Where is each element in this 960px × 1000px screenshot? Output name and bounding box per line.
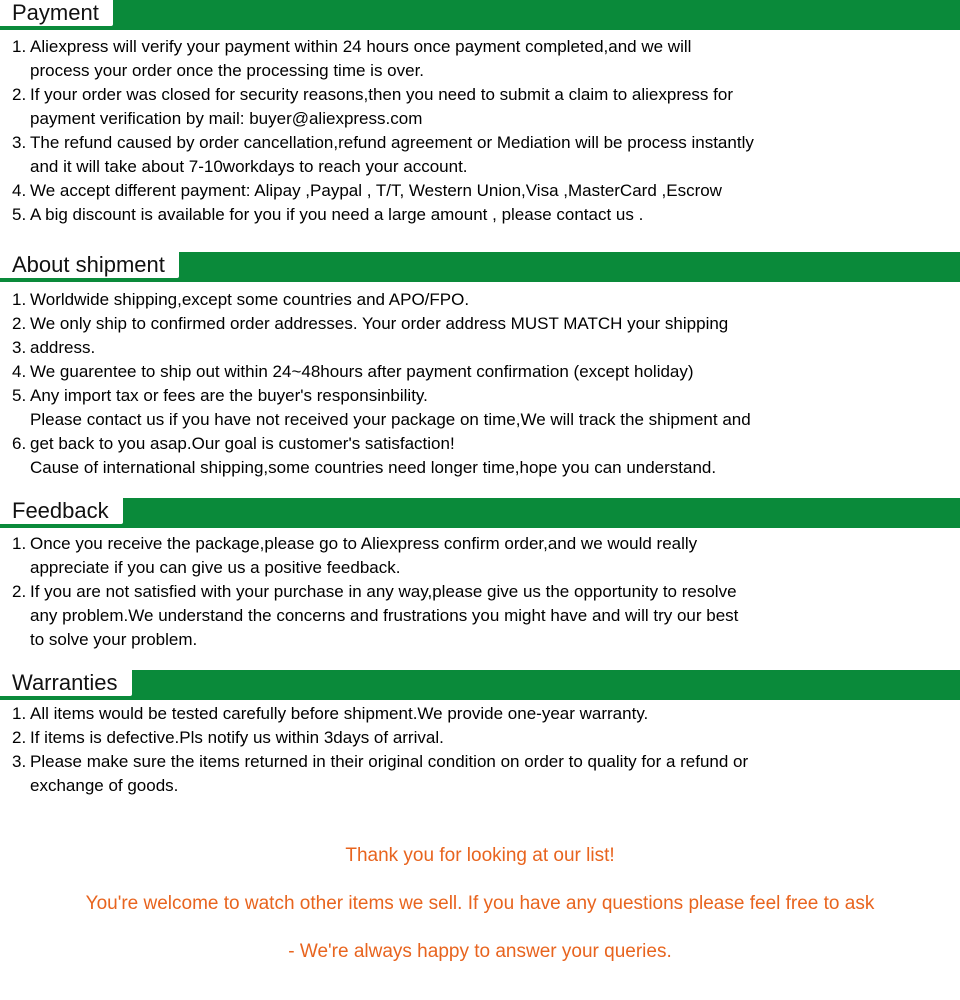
warranties-list bbox=[0, 702, 960, 798]
list-item bbox=[0, 750, 960, 798]
item-number: 4. bbox=[12, 362, 27, 381]
item-number: 1. bbox=[12, 534, 27, 553]
list-item bbox=[0, 580, 960, 652]
list-item bbox=[0, 360, 960, 384]
item-number: 6. bbox=[12, 434, 27, 453]
shipment-list bbox=[0, 288, 960, 480]
item-number: 5. bbox=[12, 386, 27, 405]
list-item bbox=[0, 336, 960, 360]
item-text: We accept different payment: Alipay ,Paypal , T/T, Western Union,Visa ,MasterCard ,Escrow bbox=[30, 181, 722, 200]
item-text: and it will take about 7-10workdays to reach your account. bbox=[30, 157, 468, 176]
list-item bbox=[0, 432, 960, 480]
list-item bbox=[0, 179, 960, 203]
item-number: 4. bbox=[12, 181, 27, 200]
section-header-warranties bbox=[0, 670, 960, 700]
list-item bbox=[0, 131, 960, 179]
item-number: 2. bbox=[12, 582, 27, 601]
section-title: Warranties bbox=[0, 670, 132, 696]
feedback-list bbox=[0, 532, 960, 652]
item-text: exchange of goods. bbox=[30, 776, 179, 795]
section-title: About shipment bbox=[0, 252, 179, 278]
item-text: get back to you asap.Our goal is customer's satisfaction! bbox=[30, 434, 455, 453]
thanks-message: Thank you for looking at our list! bbox=[345, 845, 615, 866]
list-item bbox=[0, 312, 960, 336]
section-header-feedback bbox=[0, 498, 960, 528]
section-header-shipment bbox=[0, 252, 960, 282]
thanks-closing: - We're always happy to answer your queries. bbox=[288, 941, 672, 962]
item-text: process your order once the processing time is over. bbox=[30, 61, 425, 80]
item-text: Worldwide shipping,except some countries and APO/FPO. bbox=[30, 290, 470, 309]
item-text: address. bbox=[30, 338, 96, 357]
list-item bbox=[0, 35, 960, 83]
item-text: appreciate if you can give us a positive feedback. bbox=[30, 558, 401, 577]
payment-list bbox=[0, 35, 960, 227]
list-item bbox=[0, 203, 960, 227]
item-text: If your order was closed for security reasons,then you need to submit a claim to aliexpress for bbox=[30, 85, 733, 104]
item-number: 2. bbox=[12, 314, 27, 333]
item-number: 2. bbox=[12, 85, 27, 104]
section-title: Payment bbox=[0, 0, 113, 26]
section-title: Feedback bbox=[0, 498, 123, 524]
item-number: 1. bbox=[12, 290, 27, 309]
item-number: 3. bbox=[12, 752, 27, 771]
list-item bbox=[0, 532, 960, 580]
item-text: We guarentee to ship out within 24~48hours after payment confirmation (except holiday) bbox=[30, 362, 694, 381]
item-text: Cause of international shipping,some countries need longer time,hope you can understand. bbox=[30, 458, 717, 477]
item-text: If items is defective.Pls notify us within 3days of arrival. bbox=[30, 728, 444, 747]
item-number: 2. bbox=[12, 728, 27, 747]
item-number: 3. bbox=[12, 133, 27, 152]
item-text: any problem.We understand the concerns and frustrations you might have and will try our best bbox=[30, 606, 739, 625]
item-text: Please make sure the items returned in their original condition on order to quality for a refund or bbox=[30, 752, 749, 771]
item-text: All items would be tested carefully before shipment.We provide one-year warranty. bbox=[30, 704, 649, 723]
list-item bbox=[0, 726, 960, 750]
item-text: payment verification by mail: buyer@aliexpress.com bbox=[30, 109, 423, 128]
item-text: The refund caused by order cancellation,refund agreement or Mediation will be process instantly bbox=[30, 133, 754, 152]
item-text: Please contact us if you have not received your package on time,We will track the shipment and bbox=[30, 410, 751, 429]
item-text: A big discount is available for you if you need a large amount , please contact us . bbox=[30, 205, 644, 224]
list-item bbox=[0, 384, 960, 432]
item-text: If you are not satisfied with your purchase in any way,please give us the opportunity to resolve bbox=[30, 582, 737, 601]
item-text: We only ship to confirmed order addresses. Your order address MUST MATCH your shipping bbox=[30, 314, 729, 333]
item-text: Aliexpress will verify your payment within 24 hours once payment completed,and we will bbox=[30, 37, 692, 56]
item-text: Once you receive the package,please go to Aliexpress confirm order,and we would really bbox=[30, 534, 698, 553]
item-number: 1. bbox=[12, 37, 27, 56]
list-item bbox=[0, 83, 960, 131]
section-header-payment bbox=[0, 0, 960, 30]
item-number: 1. bbox=[12, 704, 27, 723]
item-number: 3. bbox=[12, 338, 27, 357]
thanks-invitation: You're welcome to watch other items we sell. If you have any questions please feel free to ask bbox=[85, 893, 875, 914]
item-number: 5. bbox=[12, 205, 27, 224]
list-item bbox=[0, 702, 960, 726]
list-item bbox=[0, 288, 960, 312]
item-text: to solve your problem. bbox=[30, 630, 198, 649]
item-text: Any import tax or fees are the buyer's responsinbility. bbox=[30, 386, 428, 405]
